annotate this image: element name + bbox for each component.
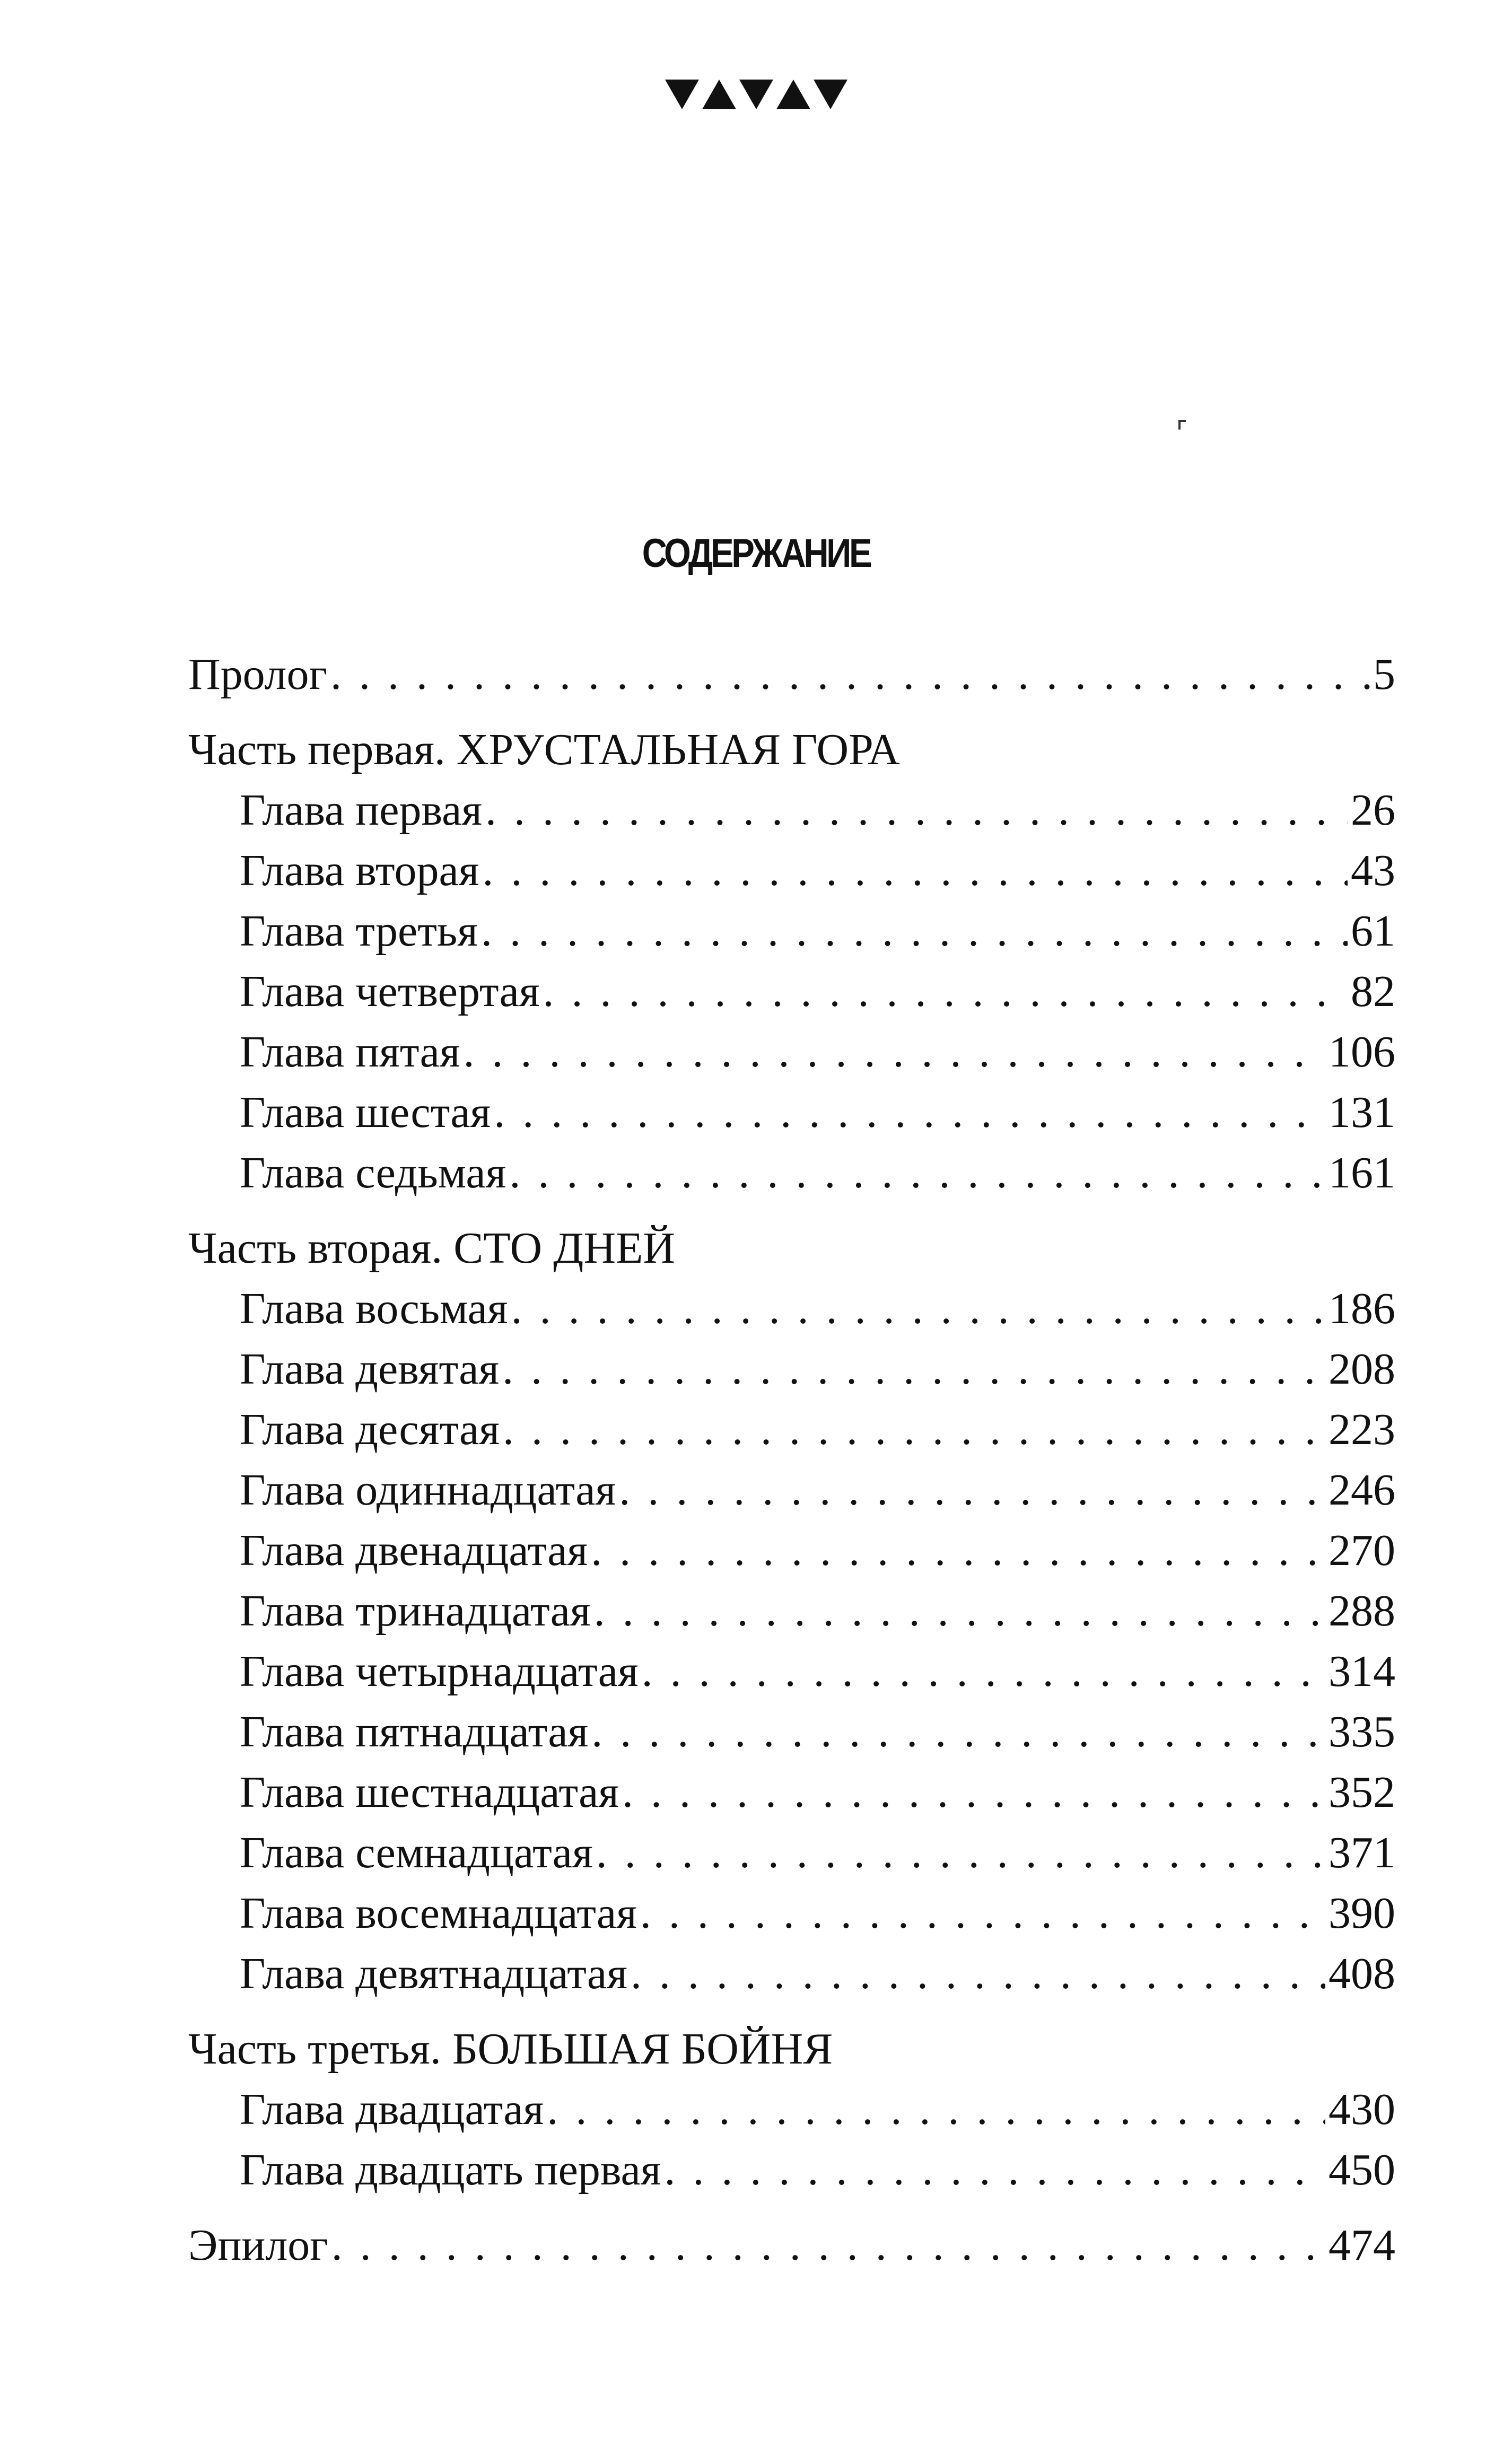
triangle-down-icon xyxy=(665,80,699,109)
entry-page: 223 xyxy=(1329,1405,1395,1454)
page-title: СОДЕРЖАНИЕ xyxy=(642,531,870,576)
entry-label: Глава девятнадцатая xyxy=(240,1949,627,1998)
entry-label: Глава восьмая xyxy=(240,1284,508,1333)
entry-page: 352 xyxy=(1329,1768,1395,1817)
entry-page: 270 xyxy=(1329,1526,1395,1575)
dot-leader xyxy=(642,1641,1325,1702)
entry-label: Глава пятнадцатая xyxy=(240,1707,589,1756)
entry-page: 474 xyxy=(1329,2221,1395,2270)
entry-page: 390 xyxy=(1329,1889,1395,1938)
toc-entry-chapter xyxy=(188,1823,1395,1883)
entry-label: Глава семнадцатая xyxy=(240,1828,593,1877)
entry-label: Глава вторая xyxy=(240,846,479,895)
toc-entry-chapter xyxy=(188,1460,1395,1520)
entry-label: Глава четырнадцатая xyxy=(240,1647,639,1696)
entry-label: Глава шестая xyxy=(240,1088,491,1137)
dot-leader xyxy=(481,901,1348,961)
toc-entry-chapter xyxy=(188,1022,1395,1082)
dot-leader xyxy=(596,1823,1325,1883)
dot-leader xyxy=(511,1279,1325,1339)
entry-label: Глава десятая xyxy=(240,1405,500,1454)
dot-leader xyxy=(640,1883,1325,1944)
entry-page: 408 xyxy=(1329,1949,1395,1998)
dot-leader xyxy=(485,780,1348,841)
dot-leader xyxy=(591,1702,1325,1762)
dot-leader xyxy=(502,1339,1325,1400)
entry-page: 450 xyxy=(1329,2145,1395,2195)
dot-leader xyxy=(543,961,1348,1022)
entry-label: Глава пятая xyxy=(240,1027,460,1077)
entry-label: Глава восемнадцатая xyxy=(240,1889,637,1938)
entry-page: 186 xyxy=(1329,1284,1395,1333)
entry-page: 26 xyxy=(1351,785,1395,835)
toc-entry-chapter xyxy=(188,901,1395,961)
entry-page: 288 xyxy=(1329,1586,1395,1636)
stray-print-mark xyxy=(1178,420,1186,430)
entry-label: Эпилог xyxy=(188,2221,328,2270)
dot-leader xyxy=(591,1520,1325,1581)
dot-leader xyxy=(631,1944,1325,2004)
dot-leader xyxy=(330,644,1370,705)
toc-entry-chapter xyxy=(188,1944,1395,2004)
entry-page: 161 xyxy=(1329,1148,1395,1197)
entry-label: Глава девятая xyxy=(240,1344,500,1394)
toc-entry-chapter xyxy=(188,780,1395,841)
triangle-up-icon xyxy=(776,80,810,109)
toc-entry-chapter xyxy=(188,1339,1395,1400)
part-heading-1: Часть первая. ХРУСТАЛЬНАЯ ГОРА xyxy=(188,725,900,774)
entry-page: 131 xyxy=(1329,1088,1395,1137)
dot-leader xyxy=(622,1762,1325,1823)
entry-page: 371 xyxy=(1329,1828,1395,1877)
toc-entry-chapter xyxy=(188,1581,1395,1641)
toc-entry-chapter xyxy=(188,1143,1395,1203)
entry-label: Глава четвертая xyxy=(240,967,540,1016)
entry-page: 106 xyxy=(1329,1027,1395,1077)
entry-page: 314 xyxy=(1329,1647,1395,1696)
triangle-down-icon xyxy=(739,80,773,109)
dot-leader xyxy=(464,1022,1325,1082)
entry-label: Глава одиннадцатая xyxy=(240,1465,616,1515)
entry-page: 82 xyxy=(1351,967,1395,1016)
entry-label: Глава двадцать первая xyxy=(240,2145,661,2195)
triangle-up-icon xyxy=(702,80,736,109)
entry-page: 43 xyxy=(1351,846,1395,895)
toc-entry-chapter xyxy=(188,1762,1395,1823)
entry-page: 335 xyxy=(1329,1707,1395,1756)
toc-entry-chapter xyxy=(188,1082,1395,1143)
toc-entry-chapter xyxy=(188,961,1395,1022)
toc-entry-chapter xyxy=(188,2140,1395,2200)
entry-label: Пролог xyxy=(188,650,327,699)
toc-entry-chapter xyxy=(188,841,1395,901)
triangle-down-icon xyxy=(814,80,847,109)
spacer xyxy=(188,2200,1395,2215)
ornament-triangles xyxy=(0,80,1512,109)
entry-label: Глава двенадцатая xyxy=(240,1526,588,1575)
dot-leader xyxy=(547,2079,1325,2140)
dot-leader xyxy=(494,1082,1325,1143)
dot-leader xyxy=(503,1400,1325,1460)
dot-leader xyxy=(594,1581,1325,1641)
toc-entry-chapter xyxy=(188,1520,1395,1581)
toc-entry-chapter xyxy=(188,1400,1395,1460)
entry-label: Глава двадцатая xyxy=(240,2085,544,2134)
table-of-contents xyxy=(188,644,1395,2276)
dot-leader xyxy=(664,2140,1325,2200)
toc-entry-prologue xyxy=(188,644,1395,705)
toc-entry-chapter xyxy=(188,1279,1395,1339)
entry-page: 208 xyxy=(1329,1344,1395,1394)
toc-entry-chapter xyxy=(188,1641,1395,1702)
entry-page: 246 xyxy=(1329,1465,1395,1515)
toc-entry-chapter xyxy=(188,2079,1395,2140)
entry-label: Глава тринадцатая xyxy=(240,1586,591,1636)
dot-leader xyxy=(509,1143,1325,1203)
entry-label: Глава седьмая xyxy=(240,1148,506,1197)
entry-label: Глава третья xyxy=(240,906,478,956)
toc-entry-chapter xyxy=(188,1883,1395,1944)
dot-leader xyxy=(331,2215,1325,2276)
entry-label: Глава первая xyxy=(240,785,482,835)
dot-leader xyxy=(482,841,1348,901)
entry-page: 430 xyxy=(1329,2085,1395,2134)
entry-page: 5 xyxy=(1373,650,1395,699)
dot-leader xyxy=(619,1460,1325,1520)
entry-page: 61 xyxy=(1351,906,1395,956)
part-heading-3: Часть третья. БОЛЬШАЯ БОЙНЯ xyxy=(188,2024,833,2074)
part-heading-2: Часть вторая. СТО ДНЕЙ xyxy=(188,1223,676,1273)
toc-entry-epilogue xyxy=(188,2215,1395,2276)
toc-entry-chapter xyxy=(188,1702,1395,1762)
entry-label: Глава шестнадцатая xyxy=(240,1768,619,1817)
